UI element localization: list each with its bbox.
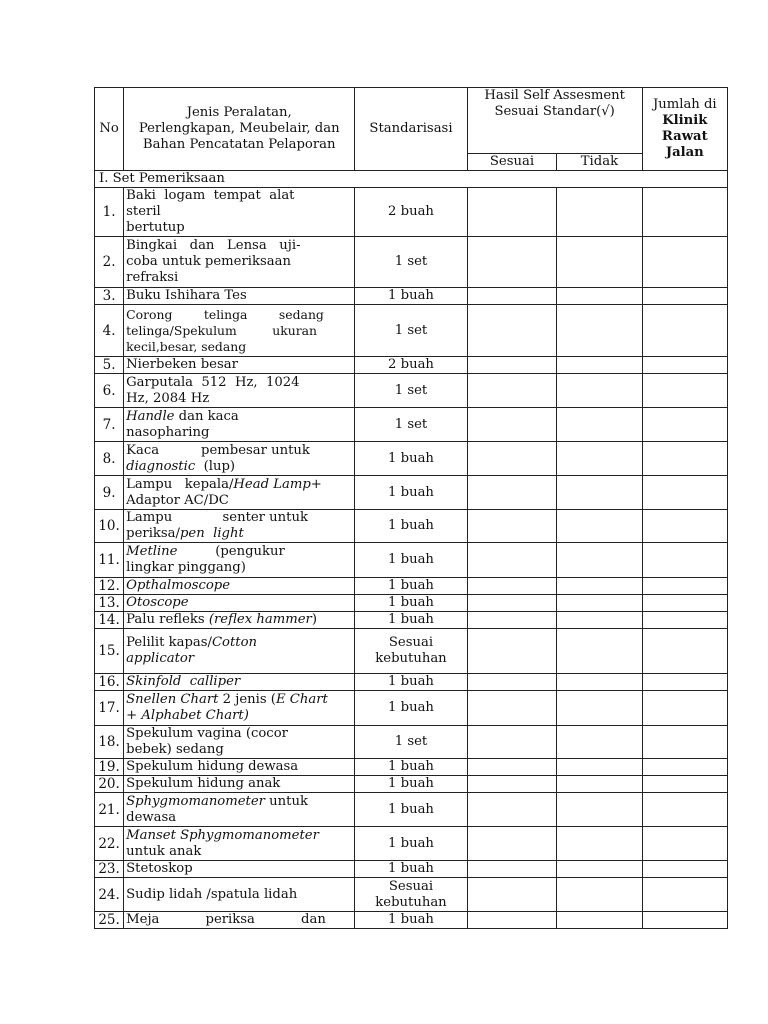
sesuai-cell: [467, 726, 557, 759]
sesuai-cell: [467, 827, 557, 861]
header-sesuai: Sesuai: [467, 154, 557, 171]
standard-value: 1 set: [355, 374, 467, 408]
item-text: Opthalmoscope: [126, 578, 231, 593]
row-number: 9.: [95, 476, 124, 510]
item-text: Garputala 512 Hz, 1024: [126, 374, 300, 390]
row-number: 16.: [95, 674, 124, 691]
tidak-cell: [557, 793, 642, 827]
item-text: nasopharing: [126, 424, 210, 440]
item-text: (pengukur: [177, 544, 285, 559]
tidak-cell: [557, 912, 642, 929]
item-text: Palu refleks: [126, 612, 209, 627]
table-row: [95, 595, 728, 612]
standard-value: [355, 878, 467, 912]
item-text: Otoscope: [126, 595, 189, 610]
tidak-cell: [557, 288, 642, 305]
sesuai-cell: [467, 408, 557, 442]
item-name-line: [126, 288, 352, 304]
item-text: diagnostic: [126, 458, 196, 474]
item-text: telinga/Spekulum ukuran: [126, 322, 317, 338]
table-row: [95, 374, 728, 408]
item-text: Adaptor AC/DC: [126, 492, 229, 508]
tidak-cell: [557, 543, 642, 578]
item-name: [124, 827, 355, 861]
item-text: Snellen Chart: [126, 692, 219, 707]
item-name: [124, 793, 355, 827]
item-name-line: [126, 254, 352, 270]
row-number: 17.: [95, 691, 124, 726]
item-text: lingkar pinggang): [126, 560, 246, 575]
standard-value: 1 set: [355, 237, 467, 288]
item-name-line: [126, 443, 352, 459]
jumlah-cell: [642, 793, 727, 827]
table-row: [95, 612, 728, 629]
item-name: [124, 595, 355, 612]
item-name: [124, 861, 355, 878]
standard-value-line: kebutuhan: [375, 651, 447, 666]
sesuai-cell: [467, 357, 557, 374]
standard-value: 1 buah: [355, 510, 467, 543]
row-number: 24.: [95, 878, 124, 912]
sesuai-cell: [467, 776, 557, 793]
item-name: [124, 476, 355, 510]
item-name-line: [126, 912, 352, 928]
sesuai-cell: [467, 374, 557, 408]
item-name-line: [126, 270, 352, 286]
item-name: [124, 305, 355, 357]
table-row: [95, 629, 728, 674]
sesuai-cell: [467, 878, 557, 912]
tidak-cell: [557, 237, 642, 288]
sesuai-cell: [467, 595, 557, 612]
item-text: Lampu senter untuk: [126, 510, 308, 525]
jumlah-cell: [642, 578, 727, 595]
item-name: [124, 288, 355, 305]
row-number: 19.: [95, 759, 124, 776]
row-number: 20.: [95, 776, 124, 793]
item-text: Pelilit kapas/: [126, 635, 212, 650]
header-hasil-line: Hasil Self Assesment: [484, 88, 625, 103]
sesuai-cell: [467, 578, 557, 595]
table-row: [95, 543, 728, 578]
standard-value: 1 buah: [355, 288, 467, 305]
item-name: [124, 878, 355, 912]
item-name: [124, 237, 355, 288]
standard-value: 1 buah: [355, 691, 467, 726]
item-text: bertutup: [126, 220, 185, 235]
item-name-line: [126, 861, 352, 877]
tidak-cell: [557, 612, 642, 629]
tidak-cell: [557, 442, 642, 476]
jumlah-cell: [642, 629, 727, 674]
tidak-cell: [557, 305, 642, 357]
sesuai-cell: [467, 861, 557, 878]
row-number: 18.: [95, 726, 124, 759]
table-row: [95, 442, 728, 476]
item-name: [124, 188, 355, 237]
row-number: 1.: [95, 188, 124, 237]
tidak-cell: [557, 691, 642, 726]
item-name-line: [126, 357, 352, 373]
sesuai-cell: [467, 510, 557, 543]
row-number: 3.: [95, 288, 124, 305]
item-text: Buku Ishihara Tes: [126, 288, 247, 303]
item-text: Meja periksa dan: [126, 912, 326, 927]
tidak-cell: [557, 827, 642, 861]
tidak-cell: [557, 578, 642, 595]
standard-value: [355, 629, 467, 674]
row-number: 21.: [95, 793, 124, 827]
row-number: 14.: [95, 612, 124, 629]
item-text: Baki logam tempat alat: [126, 188, 295, 203]
item-name: [124, 543, 355, 578]
row-number: 12.: [95, 578, 124, 595]
item-name: [124, 510, 355, 543]
table-row: [95, 357, 728, 374]
sesuai-cell: [467, 612, 557, 629]
jumlah-cell: [642, 357, 727, 374]
item-text: Hz, 2084 Hz: [126, 390, 210, 406]
item-name-line: [126, 828, 352, 844]
row-number: 13.: [95, 595, 124, 612]
table-row: [95, 726, 728, 759]
item-name-line: [126, 578, 352, 594]
standard-value: 1 buah: [355, 476, 467, 510]
row-number: 10.: [95, 510, 124, 543]
table-row: [95, 510, 728, 543]
item-text: Spekulum hidung anak: [126, 776, 281, 791]
header-jumlah: [642, 88, 727, 171]
standard-value: 1 set: [355, 408, 467, 442]
jumlah-cell: [642, 861, 727, 878]
item-text: Handle: [126, 408, 175, 424]
standard-value: 1 buah: [355, 759, 467, 776]
sesuai-cell: [467, 543, 557, 578]
item-text: Head Lamp: [233, 476, 311, 492]
item-name-line: [126, 651, 352, 667]
sesuai-cell: [467, 305, 557, 357]
standard-value: 1 buah: [355, 861, 467, 878]
jumlah-cell: [642, 726, 727, 759]
item-name-line: [126, 204, 352, 220]
item-text: Sudip lidah /spatula lidah: [126, 886, 298, 902]
jumlah-cell: [642, 776, 727, 793]
item-text: steril: [126, 204, 161, 219]
tidak-cell: [557, 629, 642, 674]
item-text: Lampu kepala/: [126, 476, 234, 492]
table-row: [95, 476, 728, 510]
jumlah-cell: [642, 827, 727, 861]
item-text: dewasa: [126, 809, 177, 825]
item-name-line: [126, 493, 352, 509]
item-name-line: [126, 692, 352, 708]
sesuai-cell: [467, 237, 557, 288]
item-name-line: [126, 776, 352, 792]
row-number: 8.: [95, 442, 124, 476]
item-text: (reflex hammer: [208, 612, 312, 627]
item-text: dan kaca: [174, 408, 239, 424]
tidak-cell: [557, 861, 642, 878]
row-number: 15.: [95, 629, 124, 674]
equipment-table: [94, 87, 728, 929]
item-text: refraksi: [126, 270, 179, 285]
item-text: (lup): [195, 458, 236, 474]
item-name-line: [126, 560, 352, 576]
table-row: [95, 237, 728, 288]
item-name: [124, 726, 355, 759]
item-name: [124, 612, 355, 629]
item-name-line: [126, 459, 352, 475]
standard-value: 1 buah: [355, 578, 467, 595]
standard-value: 1 buah: [355, 674, 467, 691]
item-name-line: [126, 477, 352, 493]
table-row: [95, 878, 728, 912]
jumlah-cell: [642, 237, 727, 288]
standard-value-line: Sesuai: [388, 878, 434, 894]
row-number: 4.: [95, 305, 124, 357]
item-name: [124, 674, 355, 691]
item-text: Manset Sphygmomanometer: [126, 827, 319, 843]
item-text: Kaca pembesar untuk: [126, 442, 310, 458]
item-name: [124, 629, 355, 674]
item-name-line: [126, 188, 352, 204]
table-row: [95, 674, 728, 691]
section-title: I. Set Pemeriksaan: [95, 171, 728, 188]
item-text: kecil,besar, sedang: [126, 338, 247, 354]
standard-value: 2 buah: [355, 357, 467, 374]
tidak-cell: [557, 726, 642, 759]
header-tidak: Tidak: [557, 154, 642, 171]
item-name: [124, 912, 355, 929]
table-row: [95, 578, 728, 595]
item-name: [124, 776, 355, 793]
item-text: Spekulum hidung dewasa: [126, 759, 299, 774]
standard-value: 1 buah: [355, 442, 467, 476]
header-jumlah-line: Jumlah di: [652, 97, 717, 112]
item-text: Spekulum vagina (cocor: [126, 726, 288, 741]
sesuai-cell: [467, 476, 557, 510]
jumlah-cell: [642, 878, 727, 912]
row-number: 22.: [95, 827, 124, 861]
item-text: E Chart: [275, 692, 328, 707]
item-text: Skinfold calliper: [126, 674, 241, 689]
jumlah-cell: [642, 912, 727, 929]
standard-value: 1 buah: [355, 912, 467, 929]
item-name: [124, 691, 355, 726]
item-name-line: [126, 844, 352, 860]
item-text: coba untuk pemeriksaan: [126, 254, 291, 269]
sesuai-cell: [467, 288, 557, 305]
tidak-cell: [557, 595, 642, 612]
item-name: [124, 408, 355, 442]
row-number: 11.: [95, 543, 124, 578]
item-name-line: [126, 391, 352, 407]
header-no: No: [95, 88, 124, 171]
sesuai-cell: [467, 912, 557, 929]
item-text: pen light: [179, 526, 244, 541]
tidak-cell: [557, 374, 642, 408]
jumlah-cell: [642, 691, 727, 726]
item-text: Sphygmomanometer: [126, 793, 265, 809]
item-name-line: [126, 323, 352, 339]
table-row: [95, 759, 728, 776]
item-name-line: [126, 674, 352, 690]
item-text: periksa/: [126, 526, 180, 541]
item-name: [124, 442, 355, 476]
jumlah-cell: [642, 759, 727, 776]
header-jumlah-bold: Jalan: [665, 145, 704, 160]
item-name-line: [126, 635, 352, 651]
table-row: [95, 288, 728, 305]
jumlah-cell: [642, 408, 727, 442]
standard-value: 1 buah: [355, 612, 467, 629]
item-name-line: [126, 544, 352, 560]
sesuai-cell: [467, 188, 557, 237]
jumlah-cell: [642, 543, 727, 578]
item-name-line: [126, 810, 352, 826]
table-row: [95, 305, 728, 357]
standard-value: 1 set: [355, 305, 467, 357]
item-name: [124, 374, 355, 408]
item-name: [124, 357, 355, 374]
table-row: [95, 408, 728, 442]
jumlah-cell: [642, 612, 727, 629]
item-name-line: [126, 238, 352, 254]
item-text: bebek) sedang: [126, 742, 224, 757]
item-text: 2 jenis (: [218, 692, 276, 707]
tidak-cell: [557, 878, 642, 912]
table-row: [95, 776, 728, 793]
header-jumlah-bold: Rawat: [661, 129, 708, 144]
item-text: applicator: [126, 651, 195, 666]
item-text: untuk: [264, 793, 308, 809]
table-row: [95, 188, 728, 237]
sesuai-cell: [467, 442, 557, 476]
sesuai-cell: [467, 674, 557, 691]
table-row: [95, 793, 728, 827]
header-jenis-line: Perlengkapan, Meubelair, dan: [138, 121, 340, 136]
table-row: [95, 912, 728, 929]
tidak-cell: [557, 776, 642, 793]
tidak-cell: [557, 408, 642, 442]
row-number: 2.: [95, 237, 124, 288]
jumlah-cell: [642, 188, 727, 237]
sesuai-cell: [467, 793, 557, 827]
item-name-line: [126, 220, 352, 236]
jumlah-cell: [642, 510, 727, 543]
jumlah-cell: [642, 288, 727, 305]
item-name-line: [126, 595, 352, 611]
header-standarisasi: Standarisasi: [355, 88, 467, 171]
sesuai-cell: [467, 759, 557, 776]
item-text: ): [311, 612, 317, 627]
item-name-line: [126, 794, 352, 810]
item-name-line: [126, 425, 352, 441]
item-text: +: [310, 476, 322, 492]
item-text: Bingkai dan Lensa uji-: [126, 238, 301, 253]
standard-value-line: kebutuhan: [375, 894, 447, 910]
tidak-cell: [557, 188, 642, 237]
item-name-line: [126, 708, 352, 724]
header-hasil-line: Sesuai Standar(√): [494, 104, 615, 119]
header-jumlah-bold: Klinik: [662, 113, 708, 128]
item-text: Stetoskop: [126, 861, 193, 876]
jumlah-cell: [642, 442, 727, 476]
jumlah-cell: [642, 595, 727, 612]
item-name-line: [126, 409, 352, 425]
standard-value: 1 buah: [355, 776, 467, 793]
tidak-cell: [557, 510, 642, 543]
jumlah-cell: [642, 305, 727, 357]
item-name: [124, 578, 355, 595]
standard-value-line: Sesuai: [388, 635, 434, 650]
jumlah-cell: [642, 476, 727, 510]
header-hasil: [467, 88, 642, 154]
tidak-cell: [557, 357, 642, 374]
standard-value: 1 buah: [355, 793, 467, 827]
table-row: [95, 827, 728, 861]
header-jenis-line: Bahan Pencatatan Pelaporan: [142, 137, 336, 152]
item-name-line: [126, 339, 352, 355]
item-name-line: [126, 887, 352, 903]
jumlah-cell: [642, 374, 727, 408]
item-text: untuk anak: [126, 843, 202, 859]
item-name-line: [126, 612, 352, 628]
table-row: [95, 861, 728, 878]
tidak-cell: [557, 674, 642, 691]
item-text: Cotton: [211, 635, 258, 650]
row-number: 23.: [95, 861, 124, 878]
standard-value: 1 set: [355, 726, 467, 759]
item-name-line: [126, 307, 352, 323]
item-text: Corong telinga sedang: [126, 306, 324, 322]
sesuai-cell: [467, 629, 557, 674]
sesuai-cell: [467, 691, 557, 726]
item-text: + Alphabet Chart): [126, 708, 249, 723]
table-row: [95, 691, 728, 726]
header-jenis: [124, 88, 355, 171]
item-text: Metline: [126, 544, 178, 559]
item-name-line: [126, 726, 352, 742]
row-number: 7.: [95, 408, 124, 442]
row-number: 5.: [95, 357, 124, 374]
item-name-line: [126, 742, 352, 758]
item-name-line: [126, 510, 352, 526]
row-number: 6.: [95, 374, 124, 408]
tidak-cell: [557, 759, 642, 776]
jumlah-cell: [642, 674, 727, 691]
item-name-line: [126, 759, 352, 775]
row-number: 25.: [95, 912, 124, 929]
item-name: [124, 759, 355, 776]
item-text: Nierbeken besar: [126, 357, 238, 372]
standard-value: 1 buah: [355, 595, 467, 612]
standard-value: 1 buah: [355, 543, 467, 578]
item-name-line: [126, 375, 352, 391]
tidak-cell: [557, 476, 642, 510]
standard-value: 2 buah: [355, 188, 467, 237]
header-jenis-line: Jenis Peralatan,: [186, 105, 292, 120]
item-name-line: [126, 526, 352, 542]
standard-value: 1 buah: [355, 827, 467, 861]
